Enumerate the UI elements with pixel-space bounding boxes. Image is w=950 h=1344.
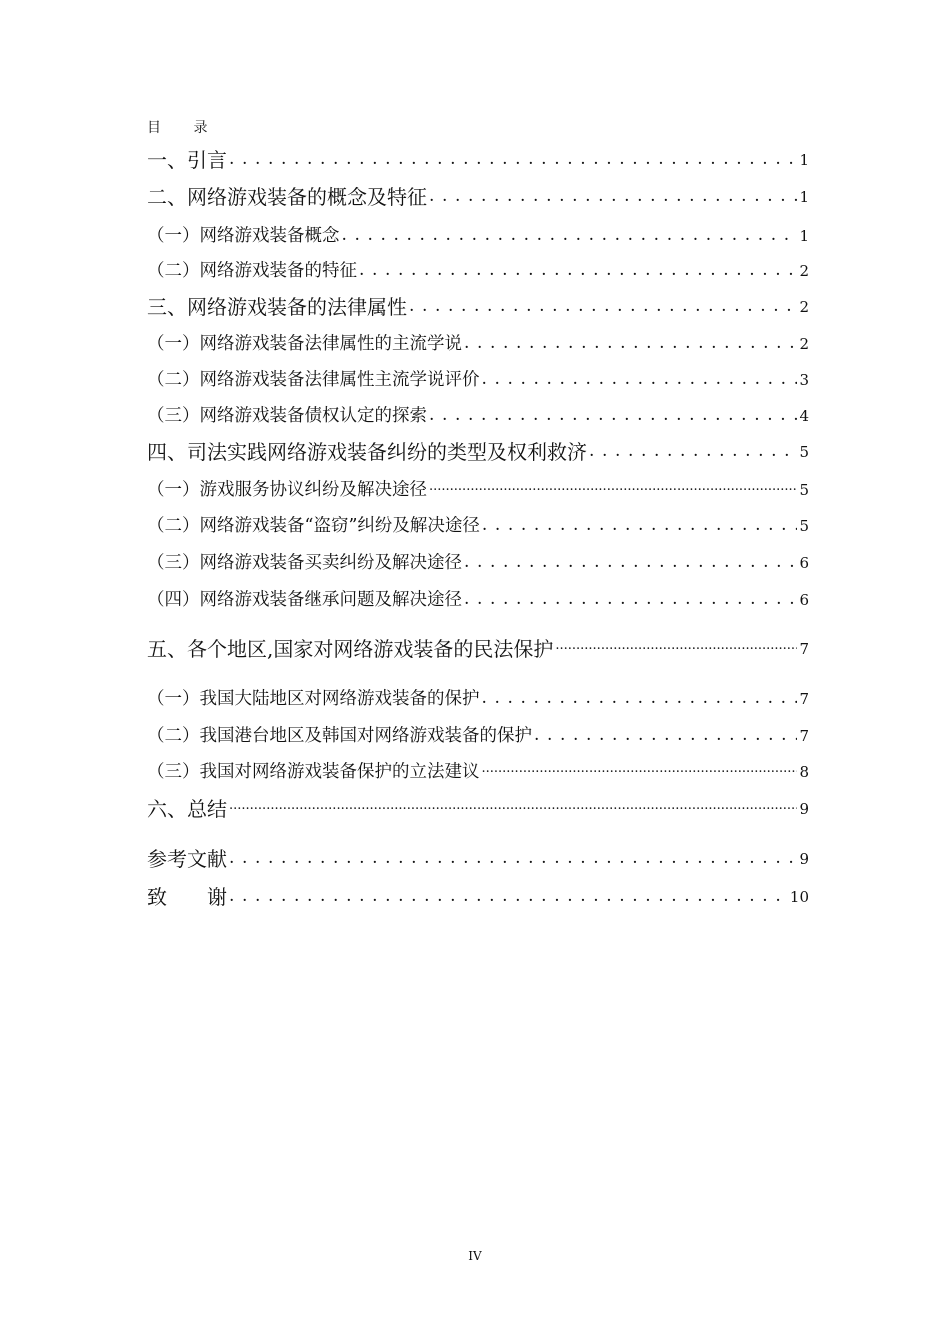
toc-entry-text: 致 谢 xyxy=(147,885,227,909)
toc-entry-page: 5 xyxy=(799,517,809,535)
toc-entry-page: 2 xyxy=(799,335,809,353)
toc-entry-text: （一）网络游戏装备概念 xyxy=(147,226,340,246)
toc-entry-text: （一）游戏服务协议纠纷及解决途径 xyxy=(147,480,427,500)
toc-entry-page: 4 xyxy=(799,407,809,425)
toc-entry-page: 1 xyxy=(799,151,809,169)
toc-entry-page: 2 xyxy=(799,262,809,280)
toc-entry-text: （二）网络游戏装备“盗窃”纠纷及解决途径 xyxy=(147,516,480,536)
toc-entry[interactable] xyxy=(147,367,809,393)
toc-entry[interactable] xyxy=(147,331,809,357)
toc-entry-text: （四）网络游戏装备继承问题及解决途径 xyxy=(147,590,462,610)
toc-entry-text: （二）网络游戏装备的特征 xyxy=(147,261,357,281)
dot-leader xyxy=(482,513,798,539)
dot-leader xyxy=(482,686,798,712)
toc-entry-text: （一）网络游戏装备法律属性的主流学说 xyxy=(147,334,462,354)
toc-entry[interactable] xyxy=(147,636,809,662)
toc-entry-page: 7 xyxy=(799,690,809,708)
toc-entry-page: 7 xyxy=(799,640,809,658)
toc-entry-page: 7 xyxy=(799,727,809,745)
toc-entry-page: 1 xyxy=(799,227,809,245)
toc-entry[interactable] xyxy=(147,587,809,613)
toc-entry-text: （三）网络游戏装备买卖纠纷及解决途径 xyxy=(147,553,462,573)
toc-entry-page: 8 xyxy=(799,763,809,781)
toc-entry-text: （一）我国大陆地区对网络游戏装备的保护 xyxy=(147,689,480,709)
toc-entry-text: 一、引言 xyxy=(147,148,227,172)
toc-heading: 目 录 xyxy=(147,120,222,136)
toc-entry[interactable] xyxy=(147,294,809,320)
dot-leader xyxy=(409,294,797,320)
toc-entry-page: 10 xyxy=(789,888,809,906)
toc-entry-text: （三）我国对网络游戏装备保护的立法建议 xyxy=(147,762,480,782)
toc-entry[interactable] xyxy=(147,258,809,284)
dot-leader xyxy=(464,587,797,613)
dot-leader xyxy=(429,403,797,429)
dot-leader xyxy=(342,223,798,249)
toc-entry[interactable] xyxy=(147,184,809,210)
dot-leader xyxy=(555,636,797,662)
toc-entry-page: 5 xyxy=(799,443,809,461)
toc-entry[interactable] xyxy=(147,846,809,872)
dot-leader xyxy=(429,477,797,503)
toc-entry-text: （二）网络游戏装备法律属性主流学说评价 xyxy=(147,370,480,390)
toc-entry[interactable] xyxy=(147,403,809,429)
toc-entry-text: 六、总结 xyxy=(147,797,227,821)
toc-entry-page: 6 xyxy=(799,554,809,572)
toc-entry[interactable] xyxy=(147,759,809,785)
toc-entry[interactable] xyxy=(147,439,809,465)
toc-entry-text: 四、司法实践网络游戏装备纠纷的类型及权利救济 xyxy=(147,440,587,464)
toc-entry[interactable] xyxy=(147,884,809,910)
toc-entry-page: 9 xyxy=(799,800,809,818)
dot-leader xyxy=(464,331,797,357)
toc-entry[interactable] xyxy=(147,723,809,749)
toc-entry[interactable] xyxy=(147,796,809,822)
dot-leader xyxy=(229,796,797,822)
toc-entry-text: 五、各个地区,国家对网络游戏装备的民法保护 xyxy=(147,637,554,661)
toc-entry[interactable] xyxy=(147,513,809,539)
toc-entry[interactable] xyxy=(147,686,809,712)
dot-leader xyxy=(482,367,798,393)
dot-leader xyxy=(359,258,797,284)
toc-entry-page: 3 xyxy=(799,371,809,389)
toc-entry-page: 5 xyxy=(799,481,809,499)
toc-entry[interactable] xyxy=(147,147,809,173)
toc-entry-page: 6 xyxy=(799,591,809,609)
toc-entry-text: （三）网络游戏装备债权认定的探索 xyxy=(147,406,427,426)
dot-leader xyxy=(482,759,798,785)
toc-entry-text: （二）我国港台地区及韩国对网络游戏装备的保护 xyxy=(147,726,532,746)
toc-entry-page: 1 xyxy=(799,188,809,206)
toc-entry-text: 参考文献 xyxy=(147,847,227,871)
dot-leader xyxy=(464,550,797,576)
toc-entry[interactable] xyxy=(147,223,809,249)
toc-entry-page: 2 xyxy=(799,298,809,316)
dot-leader xyxy=(534,723,797,749)
dot-leader xyxy=(589,439,797,465)
page-number: IV xyxy=(468,1249,482,1263)
dot-leader xyxy=(429,184,797,210)
dot-leader xyxy=(229,846,797,872)
toc-entry-text: 三、网络游戏装备的法律属性 xyxy=(147,295,407,319)
toc-entry[interactable] xyxy=(147,477,809,503)
dot-leader xyxy=(229,884,788,910)
toc-entry-page: 9 xyxy=(799,850,809,868)
toc-entry-text: 二、网络游戏装备的概念及特征 xyxy=(147,185,427,209)
dot-leader xyxy=(229,147,797,173)
toc-entry[interactable] xyxy=(147,550,809,576)
